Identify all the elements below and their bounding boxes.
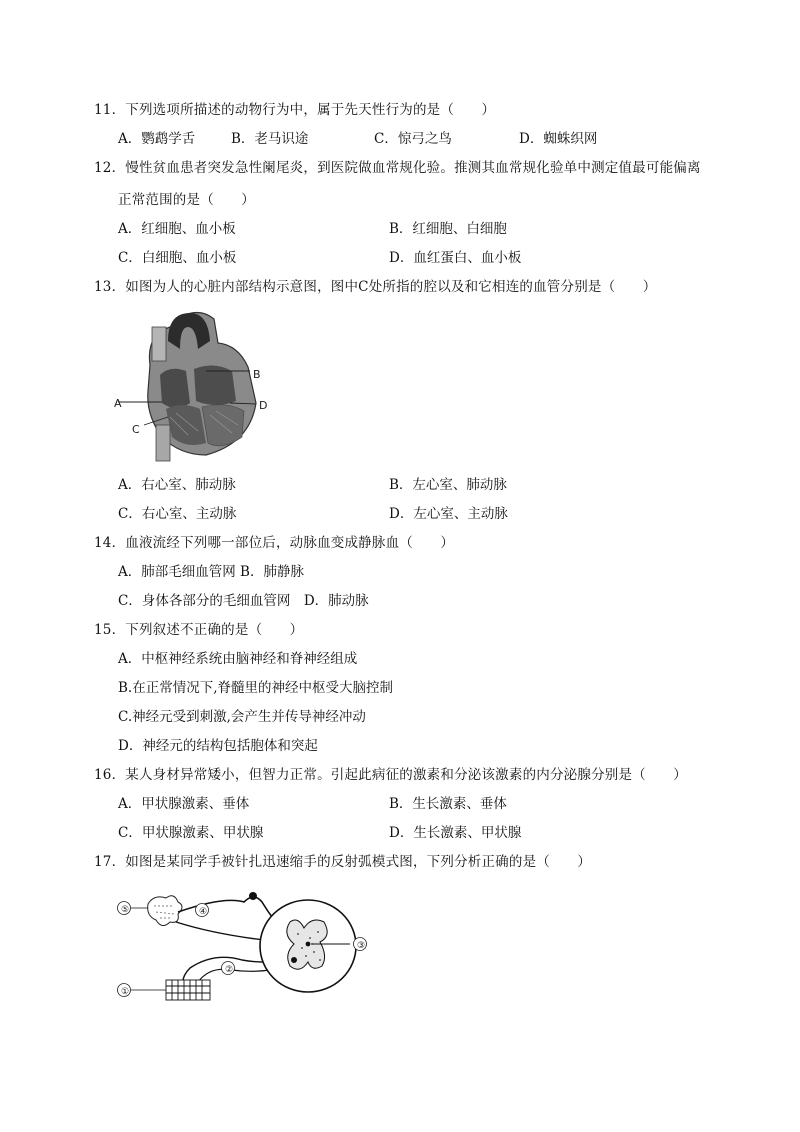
question-14-option-ab: A．肺部毛细血管网 B．肺静脉 bbox=[118, 564, 304, 580]
question-13-option-a: A．右心室、肺动脉 bbox=[118, 477, 236, 493]
question-16-stem: 16．某人身材异常矮小，但智力正常。引起此病征的激素和分泌该激素的内分泌腺分别是（ ） bbox=[94, 767, 687, 783]
heart-label-d: D bbox=[259, 399, 268, 412]
question-16-option-d: D．生长激素、甲状腺 bbox=[389, 825, 522, 841]
reflex-label-1: ① bbox=[121, 987, 130, 997]
question-13-option-d: D．左心室、主动脉 bbox=[389, 506, 508, 522]
heart-label-a: A bbox=[114, 397, 122, 410]
question-12-stem: 12．慢性贫血患者突发急性阑尾炎，到医院做血常规化验。推测其血常规化验单中测定值最可能偏离 bbox=[94, 160, 701, 176]
question-11-option-d: D．蜘蛛织网 bbox=[519, 131, 598, 147]
question-15-option-b: B.在正常情况下,脊髓里的神经中枢受大脑控制 bbox=[118, 680, 394, 696]
question-17-stem: 17．如图是某同学手被针扎迅速缩手的反射弧模式图，下列分析正确的是（ ） bbox=[94, 854, 592, 870]
question-15-option-a: A．中枢神经系统由脑神经和脊神经组成 bbox=[118, 651, 358, 667]
question-15-option-c: C.神经元受到刺激,会产生并传导神经冲动 bbox=[118, 709, 366, 725]
reflex-label-4: ④ bbox=[199, 907, 208, 917]
question-11-option-c: C．惊弓之鸟 bbox=[374, 131, 452, 147]
question-16-option-a: A．甲状腺激素、垂体 bbox=[118, 796, 250, 812]
reflex-label-5: ⑤ bbox=[121, 905, 130, 915]
question-11-option-b: B．老马识途 bbox=[231, 131, 309, 147]
question-16-option-b: B．生长激素、垂体 bbox=[389, 796, 507, 812]
question-15-stem: 15．下列叙述不正确的是（ ） bbox=[94, 622, 304, 638]
question-12-option-a: A．红细胞、血小板 bbox=[118, 221, 236, 237]
question-12-option-b: B．红细胞、白细胞 bbox=[389, 221, 507, 237]
question-11-option-a: A．鹦鹉学舌 bbox=[118, 131, 196, 147]
question-13-stem: 13．如图为人的心脏内部结构示意图，图中C处所指的腔以及和它相连的血管分别是（ ） bbox=[94, 279, 657, 295]
question-12-option-d: D．血红蛋白、血小板 bbox=[389, 250, 522, 266]
reflex-label-2: ② bbox=[225, 965, 234, 975]
heart-label-c: C bbox=[132, 423, 140, 436]
reflex-arc-diagram bbox=[114, 882, 374, 1007]
question-15-option-d: D．神经元的结构包括胞体和突起 bbox=[118, 738, 318, 754]
question-12-stem-continued: 正常范围的是（ ） bbox=[118, 192, 255, 208]
question-13-option-b: B．左心室、肺动脉 bbox=[389, 477, 507, 493]
question-14-stem: 14．血液流经下列哪一部位后，动脉血变成静脉血（ ） bbox=[94, 535, 455, 551]
reflex-label-3: ③ bbox=[357, 941, 366, 951]
question-11-stem: 11．下列选项所描述的动物行为中，属于先天性行为的是（ ） bbox=[94, 102, 496, 118]
question-13-option-c: C．右心室、主动脉 bbox=[118, 506, 237, 522]
question-14-option-cd: C．身体各部分的毛细血管网 D．肺动脉 bbox=[118, 593, 369, 609]
heart-structure-diagram bbox=[110, 305, 280, 465]
question-12-option-c: C．白细胞、血小板 bbox=[118, 250, 237, 266]
heart-label-b: B bbox=[253, 368, 261, 381]
question-16-option-c: C．甲状腺激素、甲状腺 bbox=[118, 825, 264, 841]
